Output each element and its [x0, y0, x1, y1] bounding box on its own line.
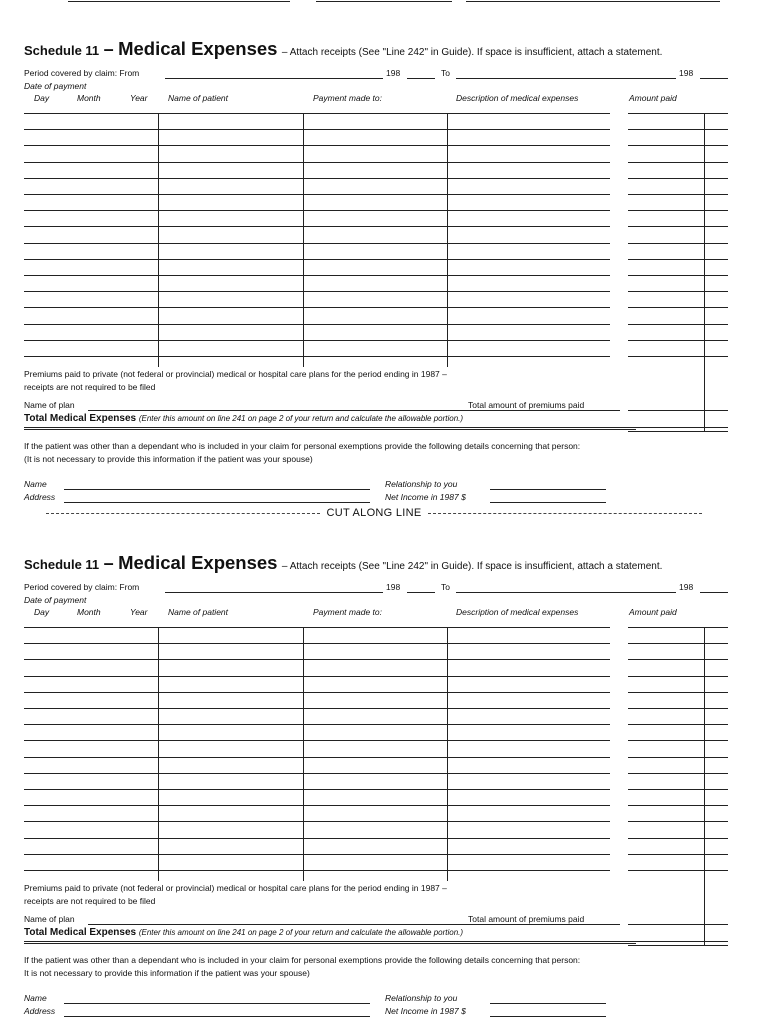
total-rule [24, 941, 636, 942]
period-year-prefix-1: 198 [386, 582, 401, 592]
amount-paid-field[interactable] [628, 324, 728, 325]
total-amount-field[interactable] [628, 427, 728, 428]
total-medical-expenses [24, 413, 463, 424]
year-header: Year [130, 93, 148, 103]
amount-paid-field[interactable] [628, 659, 728, 660]
month-header: Month [77, 607, 101, 617]
month-header: Month [77, 93, 101, 103]
day-header: Day [34, 607, 50, 617]
attach-receipts-note: – Attach receipts (See "Line 242" in Guide). If space is insufficient, attach a statement. [281, 561, 663, 572]
amount-paid-field[interactable] [628, 676, 728, 677]
table-row[interactable] [24, 194, 610, 195]
table-row[interactable] [24, 113, 610, 114]
period-year-prefix-2: 198 [679, 68, 694, 78]
column-divider [303, 113, 304, 367]
amount-paid-field[interactable] [628, 210, 728, 211]
schedule-form-2 [0, 552, 770, 1022]
table-row[interactable] [24, 643, 610, 644]
schedule-title [24, 552, 662, 574]
top-rule [466, 1, 720, 2]
amount-header: Amount paid [629, 607, 677, 617]
dependant-note-line1: If the patient was other than a dependant who is included in your claim for personal exemptions provide the following details concerning that person: [24, 955, 581, 965]
amount-paid-field[interactable] [628, 870, 728, 871]
net-income-label: Net Income in 1987 $ [385, 492, 466, 502]
amount-paid-field[interactable] [628, 291, 728, 292]
amount-paid-field[interactable] [628, 724, 728, 725]
dependant-note-line2: (It is not necessary to provide this information if the patient was your spouse) [24, 454, 313, 464]
premiums-note-line1: Premiums paid to private (not federal or provincial) medical or hospital care plans for the period ending in 1987 – [24, 369, 447, 379]
period-to-label: To [441, 582, 450, 592]
total-label: Total Medical Expenses [24, 413, 137, 424]
title-dash: – [103, 553, 114, 573]
schedule-form-1 [0, 38, 770, 508]
cents-divider [704, 113, 705, 431]
relationship-label: Relationship to you [385, 993, 458, 1003]
period-to-field[interactable] [456, 78, 676, 79]
period-label: Period covered by claim: From [24, 582, 140, 592]
table-row[interactable] [24, 676, 610, 677]
schedule-heading: Medical Expenses [118, 38, 278, 59]
table-row[interactable] [24, 291, 610, 292]
column-divider [303, 627, 304, 881]
cut-line-label: CUT ALONG LINE [326, 507, 422, 519]
table-row[interactable] [24, 805, 610, 806]
dependant-note-line2: It is not necessary to provide this information if the patient was your spouse) [24, 968, 310, 978]
table-row[interactable] [24, 307, 610, 308]
column-divider [447, 627, 448, 881]
table-row[interactable] [24, 838, 610, 839]
column-divider [158, 627, 159, 881]
amount-paid-field[interactable] [628, 708, 728, 709]
period-to-field[interactable] [456, 592, 676, 593]
table-row[interactable] [24, 627, 610, 628]
cents-divider [704, 627, 705, 945]
total-rule [24, 429, 636, 430]
day-header: Day [34, 93, 50, 103]
total-instruction: (Enter this amount on line 241 on page 2 of your return and calculate the allowable portion.) [138, 414, 464, 423]
description-header: Description of medical expenses [456, 93, 579, 103]
table-row[interactable] [24, 789, 610, 790]
top-rule [68, 1, 290, 2]
name-of-plan-field[interactable] [88, 410, 620, 411]
amount-paid-field[interactable] [628, 805, 728, 806]
total-premiums-field[interactable] [628, 410, 728, 411]
patient-header: Name of patient [168, 93, 229, 103]
amount-paid-field[interactable] [628, 643, 728, 644]
top-rule [316, 1, 452, 2]
net-income-label: Net Income in 1987 $ [385, 1006, 466, 1016]
payment-to-header: Payment made to: [313, 93, 382, 103]
period-label: Period covered by claim: From [24, 68, 140, 78]
description-header: Description of medical expenses [456, 607, 579, 617]
relationship-field[interactable] [490, 489, 606, 490]
schedule-heading: Medical Expenses [118, 552, 278, 573]
relationship-field[interactable] [490, 1003, 606, 1004]
period-year-prefix-1: 198 [386, 68, 401, 78]
table-row[interactable] [24, 356, 610, 357]
amount-paid-field[interactable] [628, 627, 728, 628]
total-premiums-label: Total amount of premiums paid [468, 400, 585, 410]
total-rule [24, 943, 636, 944]
amount-paid-field[interactable] [628, 259, 728, 260]
amount-paid-field[interactable] [628, 145, 728, 146]
dependant-name-label: Name [24, 993, 47, 1003]
premiums-note-line1: Premiums paid to private (not federal or provincial) medical or hospital care plans for the period ending in 1987 – [24, 883, 447, 893]
schedule-number: Schedule 11 [24, 557, 100, 572]
total-amount-field[interactable] [628, 941, 728, 942]
year-header: Year [130, 607, 148, 617]
attach-receipts-note: – Attach receipts (See "Line 242" in Guide). If space is insufficient, attach a statement. [281, 47, 663, 58]
table-row[interactable] [24, 757, 610, 758]
dependant-address-field[interactable] [64, 502, 370, 503]
table-row[interactable] [24, 870, 610, 871]
table-row[interactable] [24, 724, 610, 725]
period-from-field[interactable] [165, 592, 383, 593]
amount-paid-field[interactable] [628, 275, 728, 276]
total-label: Total Medical Expenses [24, 927, 137, 938]
table-row[interactable] [24, 275, 610, 276]
amount-paid-field[interactable] [628, 789, 728, 790]
dependant-address-label: Address [24, 1006, 56, 1016]
amount-paid-field[interactable] [628, 307, 728, 308]
table-row[interactable] [24, 226, 610, 227]
table-row[interactable] [24, 659, 610, 660]
amount-paid-field[interactable] [628, 162, 728, 163]
name-of-plan-label: Name of plan [24, 400, 75, 410]
amount-paid-field[interactable] [628, 740, 728, 741]
patient-header: Name of patient [168, 607, 229, 617]
amount-paid-field[interactable] [628, 113, 728, 114]
table-row[interactable] [24, 259, 610, 260]
table-row[interactable] [24, 773, 610, 774]
amount-paid-field[interactable] [628, 821, 728, 822]
dependant-name-label: Name [24, 479, 47, 489]
relationship-label: Relationship to you [385, 479, 458, 489]
amount-paid-field[interactable] [628, 129, 728, 130]
amount-paid-field[interactable] [628, 243, 728, 244]
amount-paid-field[interactable] [628, 757, 728, 758]
total-medical-expenses [24, 927, 463, 938]
period-from-field[interactable] [165, 78, 383, 79]
amount-paid-field[interactable] [628, 854, 728, 855]
dependant-name-field[interactable] [64, 1003, 370, 1004]
table-row[interactable] [24, 145, 610, 146]
total-instruction: (Enter this amount on line 241 on page 2 of your return and calculate the allowable portion.) [138, 928, 464, 937]
amount-header: Amount paid [629, 93, 677, 103]
total-premiums-label: Total amount of premiums paid [468, 914, 585, 924]
total-rule [24, 427, 636, 428]
payment-to-header: Payment made to: [313, 607, 382, 617]
title-dash: – [103, 39, 114, 59]
period-year-prefix-2: 198 [679, 582, 694, 592]
dependant-note-line1: If the patient was other than a dependant who is included in your claim for personal exemptions provide the following details concerning that person: [24, 441, 581, 451]
period-to-year-field[interactable] [700, 592, 728, 593]
period-to-label: To [441, 68, 450, 78]
name-of-plan-label: Name of plan [24, 914, 75, 924]
dependant-address-label: Address [24, 492, 56, 502]
name-of-plan-field[interactable] [88, 924, 620, 925]
net-income-field[interactable] [490, 502, 606, 503]
cut-along-line [46, 507, 702, 519]
premiums-note-line2: receipts are not required to be filed [24, 896, 156, 906]
amount-paid-field[interactable] [628, 178, 728, 179]
amount-paid-field[interactable] [628, 838, 728, 839]
table-row[interactable] [24, 162, 610, 163]
dependant-address-field[interactable] [64, 1016, 370, 1017]
table-row[interactable] [24, 324, 610, 325]
amount-paid-field[interactable] [628, 692, 728, 693]
table-row[interactable] [24, 340, 610, 341]
column-divider [158, 113, 159, 367]
amount-paid-field[interactable] [628, 356, 728, 357]
date-of-payment-header: Date of payment [24, 595, 87, 605]
amount-paid-field[interactable] [628, 773, 728, 774]
total-premiums-field[interactable] [628, 924, 728, 925]
table-row[interactable] [24, 854, 610, 855]
net-income-field[interactable] [490, 1016, 606, 1017]
schedule-number: Schedule 11 [24, 43, 100, 58]
table-row[interactable] [24, 243, 610, 244]
table-row[interactable] [24, 740, 610, 741]
total-amount-double-rule [628, 431, 728, 432]
amount-paid-field[interactable] [628, 226, 728, 227]
total-amount-double-rule [628, 945, 728, 946]
period-to-year-field[interactable] [700, 78, 728, 79]
amount-paid-field[interactable] [628, 194, 728, 195]
table-row[interactable] [24, 821, 610, 822]
table-row[interactable] [24, 708, 610, 709]
period-from-year-field[interactable] [407, 592, 435, 593]
dependant-name-field[interactable] [64, 489, 370, 490]
table-row[interactable] [24, 129, 610, 130]
period-from-year-field[interactable] [407, 78, 435, 79]
table-row[interactable] [24, 210, 610, 211]
table-row[interactable] [24, 178, 610, 179]
table-row[interactable] [24, 692, 610, 693]
schedule-title [24, 38, 662, 60]
date-of-payment-header: Date of payment [24, 81, 87, 91]
column-divider [447, 113, 448, 367]
amount-paid-field[interactable] [628, 340, 728, 341]
premiums-note-line2: receipts are not required to be filed [24, 382, 156, 392]
